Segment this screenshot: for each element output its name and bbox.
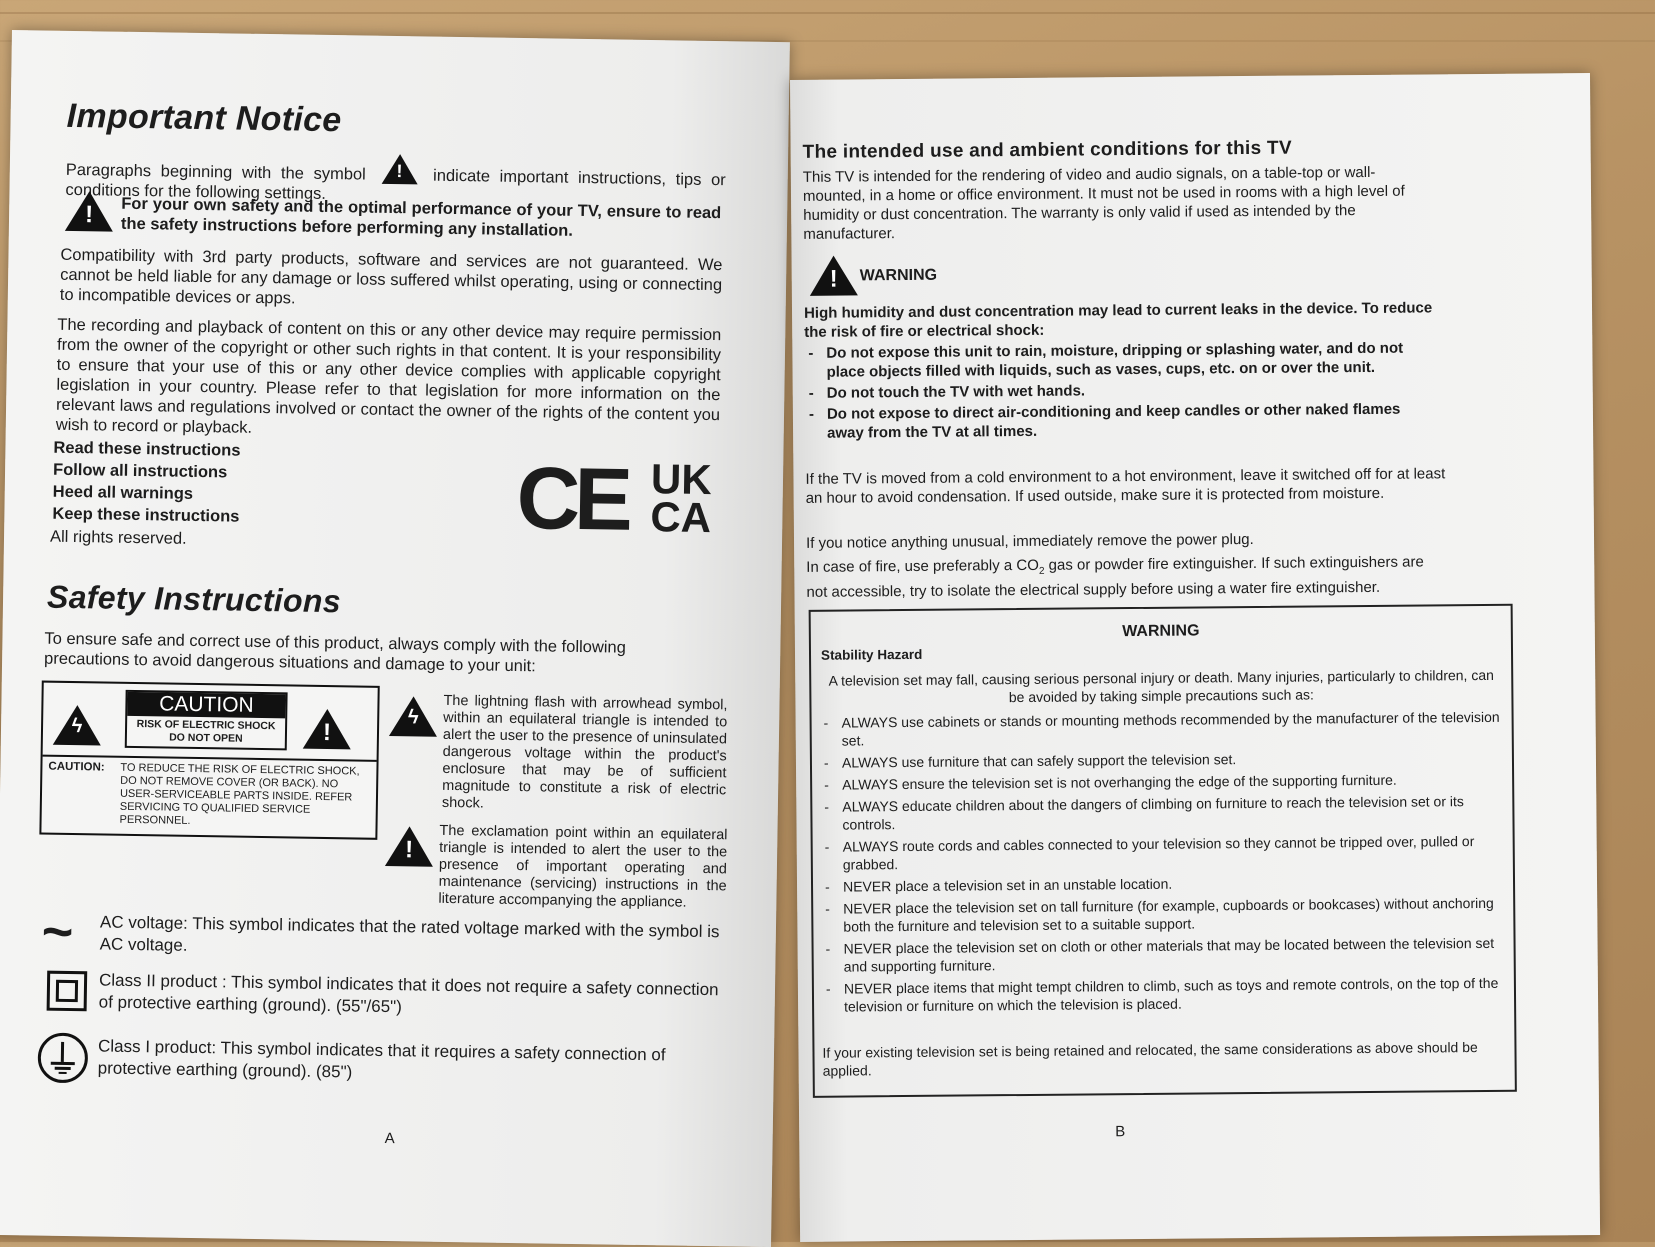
recording-paragraph: The recording and playback of content on this or any other device may require permission from the owner of the copyright or other such rights in that content. It is your responsibility to ensure that your use of this or any other device complies with applicable copyright legislation in your country. Please refer to that legislation for more information on the relevant laws and regulations involved or contact the owner of the rights of the content you wish to record or playback. [55, 315, 722, 437]
unusual-paragraph: If you notice anything unusual, immediately remove the power plug. [805, 530, 1254, 552]
safety-instructions-title: Safety Instructions [46, 578, 342, 620]
intro-paragraph: Paragraphs beginning with the symbol ! indicate important instructions, tips or conditions for the following settings. [65, 149, 726, 210]
ce-mark-logo: CE [515, 447, 628, 549]
caution-prefix: CAUTION: [48, 760, 105, 774]
stability-footer: If your existing television set is being retained and relocated, the same considerations as above should be applied. [822, 1039, 1478, 1079]
list-item: - NEVER place the television set on cloth or other materials that may be located between the television set and supporting furniture. [822, 934, 1506, 976]
stability-intro: A television set may fall, causing serious personal injury or death. Many injuries, particularly to children, can be avoided by taking simple precautions such as: [828, 666, 1494, 706]
class-two-icon [47, 971, 88, 1012]
safety-intro: To ensure safe and correct use of this product, always comply with the following precautions to avoid dangerous situations and damage to your unit: [43, 629, 626, 676]
list-item: - ALWAYS ensure the television set is not overhanging the edge of the supporting furniture. [820, 770, 1504, 794]
exclamation-description: The exclamation point within an equilateral triangle is intended to alert the user to the presence of important operating and maintenance (servicing) instructions in the literature accompanying the appliance. [438, 822, 728, 911]
stability-hazard-subtitle: Stability Hazard [820, 646, 923, 663]
instruction-item: Follow all instructions [52, 460, 228, 482]
instruction-item: Heed all warnings [52, 482, 194, 503]
lightning-triangle-icon: ϟ [53, 705, 102, 751]
intended-use-title: The intended use and ambient conditions for this TV [802, 137, 1292, 163]
list-item: - ALWAYS educate children about the dangers of climbing on furniture to reach the television set or its controls. [820, 792, 1504, 834]
box-warning-title: WARNING [1122, 622, 1200, 641]
list-item: - ALWAYS route cords and cables connected to your television so they cannot be tripped over, pulled or grabbed. [821, 832, 1505, 874]
lightning-symbol-icon: ϟ [389, 696, 438, 742]
instructions-list [52, 437, 240, 528]
compatibility-paragraph: Compatibility with 3rd party products, software and services are not guaranteed. We cannot be held liable for any damage or loss suffered whilst operating, using or connecting to incompatible devices or apps. [59, 245, 723, 308]
list-item: - Do not expose this unit to rain, moisture, dripping or splashing water, and do not place objects filled with liquids, such as vases, cups, etc. on or over the unit. [804, 338, 1434, 381]
list-item: - ALWAYS use furniture that can safely support the television set. [820, 748, 1504, 772]
caution-text: TO REDUCE THE RISK OF ELECTRIC SHOCK, DO NOT REMOVE COVER (OR BACK). NO USER-SERVICEABLE PARTS INSIDE. REFER SERVICING TO QUALIFIED SERVICE PERSONNEL. [119, 761, 360, 827]
intended-use-paragraph: This TV is intended for the rendering of video and audio signals, on a table-top or wall-mounted, in a home or office environment. It must not be used in rooms with a high level of humidity or dust concentration. The warranty is only valid if used as intended by the manufacturer. [802, 163, 1405, 243]
instruction-item: Keep these instructions [52, 504, 240, 526]
right-page [790, 73, 1600, 1242]
ac-voltage-icon: ~ [41, 901, 74, 963]
safety-warning-icon: ! [65, 191, 114, 237]
list-item: - ALWAYS use cabinets or stands or mounting methods recommended by the manufacturer of the television set. [820, 708, 1504, 750]
list-item: - NEVER place the television set on tall furniture (for example, cupboards or bookcases) without anchoring both the furniture and television set to a suitable support. [821, 894, 1505, 936]
page-letter: A [384, 1129, 395, 1148]
caution-sub-line: DO NOT OPEN [169, 731, 243, 745]
ac-voltage-text: AC voltage: This symbol indicates that the rated voltage marked with the symbol is AC voltage. [99, 912, 720, 955]
class-two-text: Class II product : This symbol indicates that it does not require a safety connection of protective earthing (ground). (55"/65") [98, 970, 719, 1017]
lightning-description: The lightning flash with arrowhead symbol, within an equilateral triangle is intended to alert the user to the presence of uninsulated dangerous voltage within the product's enclosure that may be of sufficient magnitude to constitute a risk of electric shock. [441, 692, 728, 812]
warning-label: WARNING [859, 266, 938, 285]
caution-heading: CAUTION [127, 692, 285, 718]
stability-items [820, 708, 1507, 1016]
class-one-text: Class I product: This symbol indicates that it requires a safety connection of protective earthing (ground). (85") [97, 1036, 666, 1082]
exclamation-triangle-icon: ! [303, 709, 352, 755]
exclamation-symbol-icon: ! [385, 826, 434, 872]
safety-bold-text: For your own safety and the optimal performance of your TV, ensure to read the safety instructions before performing any installation. [120, 194, 722, 240]
list-item: - NEVER place items that might tempt children to climb, such as toys and remote controls, on the top of the television or furniture on which the television is placed. [822, 974, 1506, 1016]
instruction-item: Read these instructions [53, 438, 241, 460]
humidity-warning: High humidity and dust concentration may lead to current leaks in the device. To reduce the risk of fire or electrical shock: [803, 299, 1433, 341]
moisture-bullets [804, 338, 1435, 442]
stability-warning-box [809, 604, 1517, 1098]
page-letter: B [1115, 1123, 1126, 1141]
earth-ground-icon [37, 1033, 88, 1084]
important-notice-title: Important Notice [66, 96, 342, 140]
condensation-paragraph: If the TV is moved from a cold environment to a hot environment, leave it switched off for at least an hour to avoid condensation. If used outside, make sure it is protected from moisture. [805, 465, 1446, 507]
list-item: - NEVER place a television set in an unstable location. [821, 872, 1505, 896]
caution-label-box [39, 681, 379, 840]
list-item: - Do not touch the TV with wet hands. [805, 378, 1435, 402]
warning-triangle-icon: ! [381, 154, 417, 185]
caution-sub-line: RISK OF ELECTRIC SHOCK [136, 718, 276, 733]
left-page [0, 30, 790, 1247]
ukca-mark-logo: UK CA [650, 455, 713, 542]
warning-triangle-icon: ! [810, 255, 858, 300]
list-item: - Do not expose to direct air-conditioning and keep candles or other naked flames away from the TV at all times. [805, 399, 1435, 442]
fire-paragraph: In case of fire, use preferably a $CO_2$ gas or powder fire extinguisher. If such extinguishers are not accessible, try to isolate the electrical supply before using a water fire extinguisher. [806, 553, 1424, 601]
rights-text: All rights reserved. [49, 527, 187, 548]
